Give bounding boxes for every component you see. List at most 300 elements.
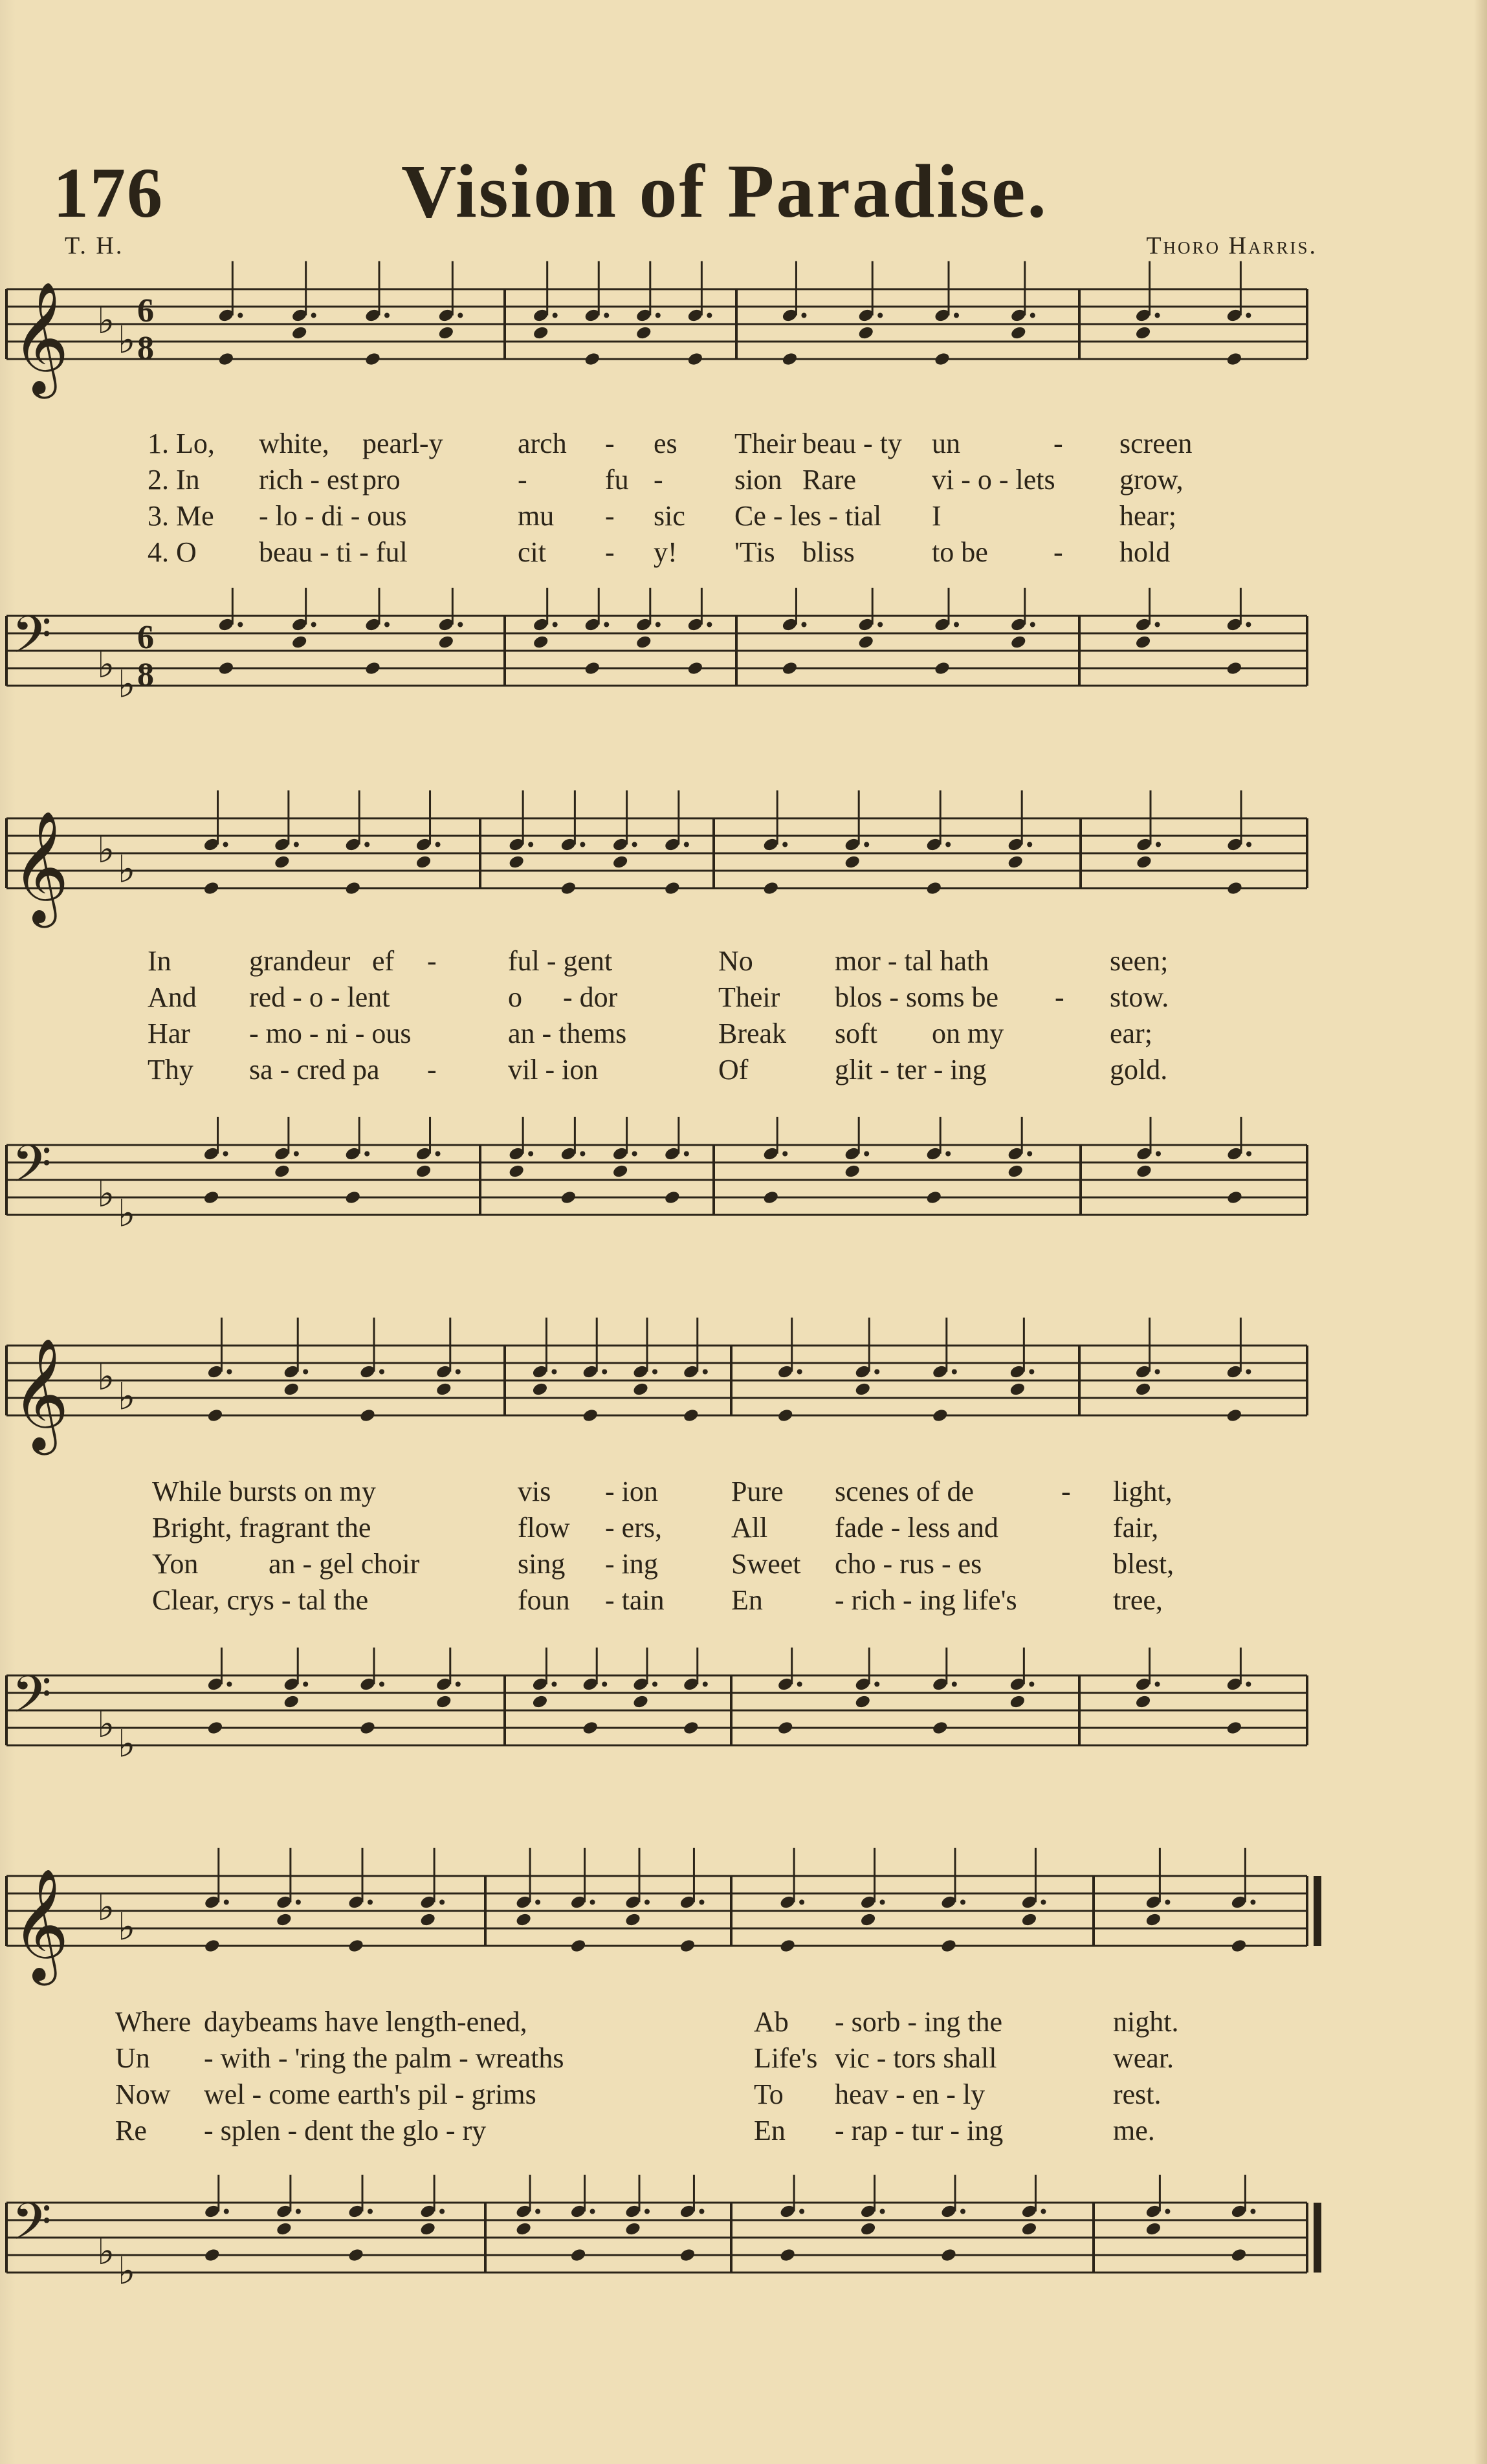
lyric-syllable: arch — [518, 428, 567, 459]
note-head — [203, 1938, 221, 1954]
lyric-syllable: Re — [115, 2115, 147, 2146]
lyric-syllable: - sorb - ing the — [835, 2006, 1003, 2038]
dot — [311, 622, 316, 627]
dot — [1246, 622, 1251, 627]
dot — [954, 313, 959, 318]
lyric-syllable: foun — [518, 1584, 570, 1616]
composer-name: Thoro Harris. — [1146, 232, 1317, 259]
lyric-syllable: vic - tors shall — [835, 2042, 997, 2074]
note-head — [854, 1694, 872, 1710]
time-signature-bottom: 8 — [137, 657, 154, 693]
note-head — [1226, 1408, 1243, 1423]
note-head — [364, 660, 382, 676]
dot — [439, 2209, 445, 2214]
dot — [1250, 1900, 1255, 1905]
note-head — [777, 1408, 794, 1423]
dot — [590, 1900, 595, 1905]
lyric-syllable: - — [605, 536, 615, 568]
dot — [797, 1369, 802, 1375]
dot — [590, 2209, 595, 2214]
note-head — [857, 635, 875, 650]
lyric-syllable: - — [1053, 428, 1063, 459]
dot — [1029, 1682, 1034, 1687]
note-head — [276, 1912, 293, 1928]
note-head — [1226, 880, 1244, 896]
dot — [960, 1900, 965, 1905]
dot — [1156, 1151, 1161, 1157]
lyric-syllable: hear; — [1119, 500, 1176, 532]
lyric-syllable: gold. — [1110, 1054, 1168, 1085]
lyric-syllable: sa - cred pa — [249, 1054, 380, 1085]
lyric-syllable: - ers, — [605, 1512, 662, 1543]
lyric-syllable: blest, — [1113, 1548, 1174, 1580]
lyric-syllable: wel - come earth's pil - grims — [204, 2078, 536, 2110]
note-head — [1007, 1164, 1024, 1179]
lyric-syllable: Thy — [148, 1054, 193, 1085]
lyric-syllable: - ing — [605, 1548, 658, 1580]
lyric-verse-1 — [0, 2005, 1487, 2042]
lyric-syllable: ef — [372, 945, 395, 977]
bass-clef-icon: 𝄢 — [12, 2192, 52, 2264]
dot — [1165, 2209, 1170, 2214]
dot — [797, 1682, 802, 1687]
treble-staff — [0, 263, 1487, 406]
bass-clef-icon: 𝄢 — [12, 605, 52, 677]
dot — [223, 1151, 228, 1157]
lyric-syllable: Of — [718, 1054, 749, 1085]
lyric-syllable: fade - less and — [835, 1512, 998, 1543]
lyric-syllable: Ab — [754, 2006, 789, 2038]
treble-staff — [0, 1320, 1487, 1462]
note-head — [940, 1938, 958, 1954]
flat-icon: ♭ — [118, 2249, 136, 2293]
note-head — [1136, 855, 1153, 870]
note-head — [531, 1382, 549, 1397]
lyric-syllable: beau - ty — [802, 428, 902, 459]
note-head — [1009, 1694, 1026, 1710]
note-head — [781, 660, 799, 676]
flat-icon: ♭ — [118, 1721, 136, 1766]
dot — [655, 313, 661, 318]
note-head — [283, 1694, 300, 1710]
note-head — [931, 1720, 949, 1736]
bass-staff — [0, 1650, 1487, 1792]
note-head — [635, 635, 652, 650]
lyric-syllable: Har — [148, 1018, 190, 1049]
note-head — [925, 880, 943, 896]
lyric-syllable: heav - en - ly — [835, 2078, 986, 2110]
lyric-syllable: fu — [605, 464, 629, 496]
lyric-syllable: screen — [1119, 428, 1193, 459]
lyric-syllable: All — [731, 1512, 768, 1543]
dot — [580, 1151, 585, 1157]
dot — [226, 1682, 232, 1687]
dot — [1041, 2209, 1046, 2214]
note-head — [679, 2247, 696, 2263]
note-head — [347, 2247, 365, 2263]
flat-icon: ♭ — [118, 318, 136, 362]
note-head — [206, 1720, 224, 1736]
note-head — [560, 1190, 577, 1205]
dot — [435, 1151, 441, 1157]
dot — [224, 1900, 229, 1905]
note-head — [663, 1190, 681, 1205]
dot — [435, 842, 441, 847]
lyric-syllable: Ce - les - tial — [734, 500, 882, 532]
dot — [379, 1369, 384, 1375]
lyric-syllable: In — [148, 945, 171, 977]
note-head — [508, 855, 525, 870]
note-head — [1009, 1382, 1026, 1397]
dot — [874, 1682, 879, 1687]
dot — [1246, 1369, 1251, 1375]
lyric-syllable: mor - tal hath — [835, 945, 989, 977]
lyric-verse-1 — [0, 944, 1487, 981]
note-head — [206, 1408, 224, 1423]
note-head — [359, 1408, 377, 1423]
dot — [952, 1682, 957, 1687]
lyric-syllable: 1. Lo, — [148, 428, 215, 459]
note-head — [781, 351, 799, 367]
lyric-syllable: En — [731, 1584, 763, 1616]
note-head — [531, 1694, 549, 1710]
lyric-syllable: cho - rus - es — [835, 1548, 982, 1580]
note-head — [532, 635, 549, 650]
note-head — [344, 1190, 362, 1205]
lyric-syllable: soft — [835, 1018, 877, 1049]
dot — [604, 622, 609, 627]
lyric-syllable: un — [932, 428, 960, 459]
dot — [960, 2209, 965, 2214]
lyric-verse-1 — [0, 1475, 1487, 1511]
dot — [1027, 1151, 1032, 1157]
note-head — [291, 325, 308, 341]
treble-staff — [0, 792, 1487, 935]
note-head — [1226, 351, 1243, 367]
lyric-syllable: y! — [654, 536, 677, 568]
dot — [311, 313, 316, 318]
note-head — [508, 1164, 525, 1179]
note-head — [1134, 1694, 1152, 1710]
lyric-syllable: Bright, fragrant the — [152, 1512, 371, 1543]
note-head — [857, 325, 875, 341]
dot — [294, 842, 299, 847]
dot — [1250, 2209, 1255, 2214]
note-head — [762, 1190, 780, 1205]
dot — [801, 313, 806, 318]
note-head — [415, 855, 432, 870]
dot — [294, 1151, 299, 1157]
treble-clef-icon: 𝄞 — [12, 281, 69, 394]
lyric-syllable: an - gel choir — [269, 1548, 420, 1580]
flat-icon: ♭ — [97, 1172, 115, 1216]
dot — [801, 622, 806, 627]
lyric-verse-3 — [0, 1017, 1487, 1053]
lyric-syllable: scenes of de — [835, 1476, 975, 1507]
note-head — [582, 1720, 599, 1736]
note-head — [854, 1382, 872, 1397]
note-head — [779, 1938, 797, 1954]
lyric-syllable: - — [605, 500, 615, 532]
lyric-syllable: - — [427, 1054, 437, 1085]
note-head — [925, 1190, 943, 1205]
note-head — [437, 325, 455, 341]
lyric-syllable: vil - ion — [508, 1054, 599, 1085]
dot — [1246, 313, 1251, 318]
lyric-syllable: on my — [932, 1018, 1004, 1049]
note-head — [624, 1912, 642, 1928]
dot — [553, 313, 558, 318]
lyric-syllable: es — [654, 428, 677, 459]
dot — [1246, 842, 1251, 847]
lyric-syllable: 4. O — [148, 536, 197, 568]
note-head — [624, 2221, 642, 2237]
dot — [368, 1900, 373, 1905]
lyric-syllable: ear; — [1110, 1018, 1152, 1049]
lyric-syllable: 3. Me — [148, 500, 214, 532]
note-head — [419, 2221, 437, 2237]
lyric-syllable: night. — [1113, 2006, 1179, 2038]
bass-staff — [0, 2177, 1487, 2319]
lyric-syllable: Now — [115, 2078, 171, 2110]
lyric-syllable: Clear, crys - tal the — [152, 1584, 369, 1616]
lyric-syllable: Their — [734, 428, 797, 459]
lyric-syllable: - lo - di - ous — [259, 500, 407, 532]
lyric-syllable: sic — [654, 500, 685, 532]
note-head — [569, 1938, 587, 1954]
note-head — [632, 1382, 650, 1397]
note-head — [344, 880, 362, 896]
lyric-syllable: While bursts on my — [152, 1476, 376, 1507]
lyric-syllable: daybeams have length-ened, — [204, 2006, 527, 2038]
lyric-syllable: - — [605, 428, 615, 459]
dot — [439, 1900, 445, 1905]
lyric-syllable: fair, — [1113, 1512, 1159, 1543]
dot — [874, 1369, 879, 1375]
dot — [652, 1682, 657, 1687]
flat-icon: ♭ — [118, 847, 136, 891]
note-head — [777, 1720, 794, 1736]
lyric-syllable: Yon — [152, 1548, 199, 1580]
lyric-syllable: Sweet — [731, 1548, 801, 1580]
bass-staff — [0, 1119, 1487, 1261]
dot — [1029, 1369, 1034, 1375]
note-head — [515, 2221, 533, 2237]
lyric-syllable: - dor — [563, 981, 618, 1013]
note-head — [682, 1408, 699, 1423]
note-head — [682, 1720, 699, 1736]
dot — [703, 1682, 708, 1687]
hymn-number: 176 — [53, 153, 164, 232]
lyric-verse-2 — [0, 2042, 1487, 2078]
lyric-syllable: cit — [518, 536, 546, 568]
note-head — [1145, 2221, 1162, 2237]
dot — [237, 622, 243, 627]
note-head — [419, 1912, 437, 1928]
dot — [1246, 1151, 1251, 1157]
lyric-syllable: o — [508, 981, 522, 1013]
note-head — [435, 1382, 452, 1397]
lyric-syllable: vi - o - lets — [932, 464, 1055, 496]
lyric-syllable: vis — [518, 1476, 551, 1507]
lyric-syllable: Life's — [754, 2042, 818, 2074]
note-head — [364, 351, 382, 367]
dot — [384, 313, 390, 318]
note-head — [859, 1912, 877, 1928]
dot — [655, 622, 661, 627]
lyric-syllable: ful - gent — [508, 945, 613, 977]
lyric-verse-3 — [0, 499, 1487, 536]
dot — [864, 1151, 869, 1157]
lyric-syllable: red - o - lent — [249, 981, 390, 1013]
note-head — [1226, 1190, 1244, 1205]
note-head — [687, 660, 704, 676]
lyric-syllable: - mo - ni - ous — [249, 1018, 412, 1049]
note-head — [203, 880, 220, 896]
note-head — [931, 1408, 949, 1423]
time-signature-bottom: 8 — [137, 330, 154, 367]
note-head — [217, 660, 235, 676]
lyric-syllable: beau - ti - ful — [259, 536, 408, 568]
dot — [226, 1369, 232, 1375]
note-head — [359, 1720, 377, 1736]
dot — [644, 1900, 650, 1905]
treble-clef-icon: 𝄞 — [12, 1868, 69, 1981]
lyric-verse-2 — [0, 1511, 1487, 1547]
dot — [699, 1900, 704, 1905]
dot — [1027, 842, 1032, 847]
bass-clef-icon: 𝄢 — [12, 1664, 52, 1737]
bass-staff — [0, 590, 1487, 732]
dot — [535, 2209, 540, 2214]
lyric-syllable: - — [1061, 1476, 1071, 1507]
treble-staff — [0, 1850, 1487, 1992]
dot — [580, 842, 585, 847]
dot — [684, 842, 689, 847]
lyric-syllable: sion — [734, 464, 782, 496]
lyric-syllable: - rap - tur - ing — [835, 2115, 1004, 2146]
note-head — [859, 2221, 877, 2237]
note-head — [687, 351, 704, 367]
dot — [877, 313, 883, 318]
note-head — [635, 325, 652, 341]
note-head — [415, 1164, 432, 1179]
dot — [456, 1682, 461, 1687]
lyric-syllable: to be — [932, 536, 988, 568]
lyric-verse-2 — [0, 463, 1487, 499]
bass-clef-icon: 𝄢 — [12, 1134, 52, 1206]
lyric-syllable: glit - ter - ing — [835, 1054, 987, 1085]
lyric-syllable: tree, — [1113, 1584, 1163, 1616]
note-head — [203, 2247, 221, 2263]
note-head — [283, 1382, 300, 1397]
dot — [1041, 1900, 1046, 1905]
note-head — [291, 635, 308, 650]
dot — [632, 842, 637, 847]
dot — [368, 2209, 373, 2214]
dot — [880, 1900, 885, 1905]
lyric-verse-4 — [0, 1584, 1487, 1620]
dot — [237, 313, 243, 318]
lyric-syllable: - rich - ing life's — [835, 1584, 1017, 1616]
dot — [604, 313, 609, 318]
lyric-syllable: sing — [518, 1548, 566, 1580]
note-head — [632, 1694, 650, 1710]
flat-icon: ♭ — [97, 1885, 115, 1929]
hymn-title: Vision of Paradise. — [401, 149, 1048, 234]
dot — [799, 2209, 804, 2214]
lyric-syllable: me. — [1113, 2115, 1155, 2146]
lyric-syllable: bliss — [802, 536, 855, 568]
dot — [303, 1369, 308, 1375]
note-head — [1134, 635, 1152, 650]
lyric-syllable: Un — [115, 2042, 150, 2074]
note-head — [584, 351, 601, 367]
note-head — [1009, 635, 1027, 650]
lyric-syllable: And — [148, 981, 197, 1013]
treble-clef-icon: 𝄞 — [12, 811, 69, 923]
note-head — [611, 855, 629, 870]
note-head — [1020, 2221, 1038, 2237]
flat-icon: ♭ — [97, 1355, 115, 1399]
dot — [535, 1900, 540, 1905]
flat-icon: ♭ — [97, 642, 115, 686]
note-head — [679, 1938, 696, 1954]
dot — [652, 1369, 657, 1375]
time-signature-top: 6 — [137, 292, 154, 329]
lyric-syllable: - — [518, 464, 527, 496]
dot — [1155, 1682, 1160, 1687]
note-head — [1134, 325, 1152, 341]
dot — [1165, 1900, 1170, 1905]
dot — [1030, 622, 1035, 627]
lyric-verse-1 — [0, 427, 1487, 463]
time-signature-top: 6 — [137, 619, 154, 656]
note-head — [844, 1164, 861, 1179]
dot — [296, 2209, 301, 2214]
dot — [1155, 1369, 1160, 1375]
note-head — [1145, 1912, 1162, 1928]
lyric-verse-3 — [0, 2078, 1487, 2114]
dot — [296, 1900, 301, 1905]
lyric-syllable: an - thems — [508, 1018, 627, 1049]
dot — [551, 1682, 556, 1687]
dot — [1030, 313, 1035, 318]
lyric-syllable: rich - est — [259, 464, 358, 496]
lyric-syllable: No — [718, 945, 753, 977]
lyric-verse-4 — [0, 2114, 1487, 2150]
lyric-syllable: pearl-y — [362, 428, 443, 459]
lyric-syllable: wear. — [1113, 2042, 1174, 2074]
dot — [782, 1151, 788, 1157]
lyric-syllable: mu — [518, 500, 555, 532]
author-initials: T. H. — [65, 232, 124, 259]
dot — [954, 622, 959, 627]
note-head — [560, 880, 577, 896]
note-head — [934, 660, 951, 676]
lyric-syllable: - — [654, 464, 663, 496]
lyric-syllable: flow — [518, 1512, 570, 1543]
dot — [703, 1369, 708, 1375]
dot — [551, 1369, 556, 1375]
lyric-verse-4 — [0, 536, 1487, 572]
dot — [379, 1682, 384, 1687]
flat-icon: ♭ — [118, 1191, 136, 1236]
lyric-syllable: blos - soms be — [835, 981, 998, 1013]
dot — [456, 1369, 461, 1375]
flat-icon: ♭ — [97, 1702, 115, 1746]
note-head — [569, 2247, 587, 2263]
